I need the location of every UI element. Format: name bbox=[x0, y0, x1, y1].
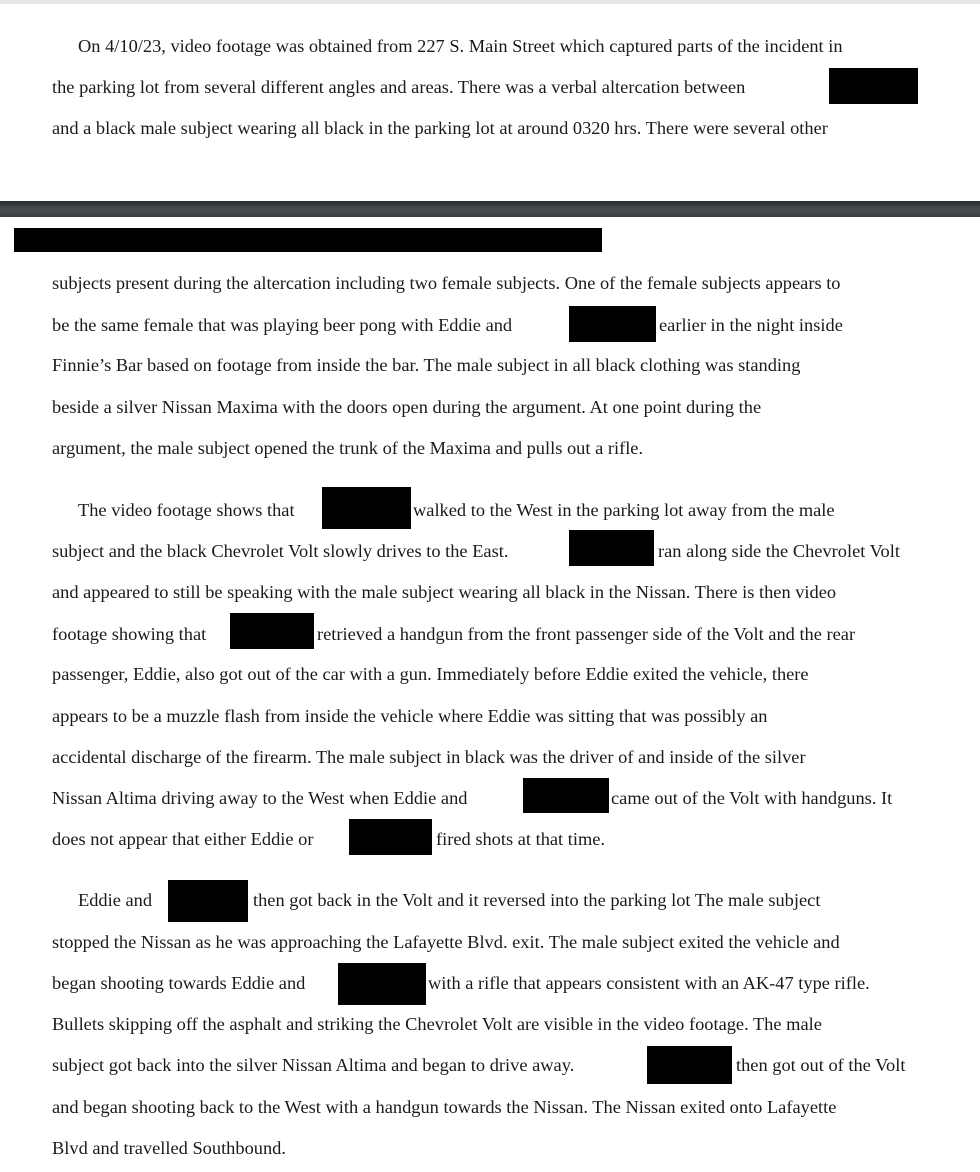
redaction-box bbox=[338, 963, 426, 1005]
text-line: appears to be a muzzle flash from inside the vehicle where Eddie was sitting that was possibly an bbox=[52, 706, 768, 726]
redaction-box bbox=[14, 228, 602, 252]
text-line: passenger, Eddie, also got out of the car with a gun. Immediately before Eddie exited the vehicle, there bbox=[52, 664, 809, 684]
text-line: began shooting towards Eddie and bbox=[52, 973, 306, 993]
text-line: then got out of the Volt bbox=[736, 1055, 906, 1075]
text-line: fired shots at that time. bbox=[436, 829, 606, 849]
text-line: walked to the West in the parking lot away from the male bbox=[413, 500, 835, 520]
text-line: the parking lot from several different angles and areas. There was a verbal altercation between bbox=[52, 77, 746, 97]
text-line: Nissan Altima driving away to the West when Eddie and bbox=[52, 788, 468, 808]
text-line: subject and the black Chevrolet Volt slowly drives to the East. bbox=[52, 541, 509, 561]
redaction-box bbox=[647, 1046, 732, 1084]
text-line: came out of the Volt with handguns. It bbox=[611, 788, 893, 808]
text-line: and began shooting back to the West with a handgun towards the Nissan. The Nissan exited onto Lafayette bbox=[52, 1097, 837, 1117]
text-line: and a black male subject wearing all black in the parking lot at around 0320 hrs. There were several other bbox=[52, 118, 828, 138]
text-line: Bullets skipping off the asphalt and striking the Chevrolet Volt are visible in the video footage. The male bbox=[52, 1014, 822, 1034]
text-line: Eddie and bbox=[78, 890, 153, 910]
text-line: does not appear that either Eddie or bbox=[52, 829, 314, 849]
text-line: earlier in the night inside bbox=[659, 315, 843, 335]
text-line: The video footage shows that bbox=[78, 500, 295, 520]
text-line: argument, the male subject opened the trunk of the Maxima and pulls out a rifle. bbox=[52, 438, 644, 458]
text-line: be the same female that was playing beer pong with Eddie and bbox=[52, 315, 513, 335]
page-separator bbox=[0, 201, 980, 217]
redaction-box bbox=[168, 880, 248, 922]
redaction-box bbox=[829, 68, 918, 104]
text-line: retrieved a handgun from the front passenger side of the Volt and the rear bbox=[317, 624, 856, 644]
text-line: ran along side the Chevrolet Volt bbox=[658, 541, 900, 561]
redaction-box bbox=[569, 306, 656, 342]
text-line: Blvd and travelled Southbound. bbox=[52, 1138, 286, 1158]
text-line: with a rifle that appears consistent with an AK-47 type rifle. bbox=[428, 973, 870, 993]
page-top-border bbox=[0, 0, 980, 4]
text-line: Finnie’s Bar based on footage from inside the bar. The male subject in all black clothing was standing bbox=[52, 355, 801, 375]
redaction-box bbox=[349, 819, 432, 855]
redaction-box bbox=[569, 530, 654, 566]
text-line: beside a silver Nissan Maxima with the doors open during the argument. At one point during the bbox=[52, 397, 762, 417]
redaction-box bbox=[322, 487, 411, 529]
text-line: subjects present during the altercation including two female subjects. One of the female subjects appears to bbox=[52, 273, 841, 293]
text-line: accidental discharge of the firearm. The male subject in black was the driver of and inside of the silver bbox=[52, 747, 806, 767]
text-line: and appeared to still be speaking with the male subject wearing all black in the Nissan. There is then video bbox=[52, 582, 837, 602]
redaction-box bbox=[230, 613, 314, 649]
text-line: footage showing that bbox=[52, 624, 207, 644]
text-line: stopped the Nissan as he was approaching the Lafayette Blvd. exit. The male subject exited the vehicle and bbox=[52, 932, 840, 952]
text-line: On 4/10/23, video footage was obtained from 227 S. Main Street which captured parts of the incident in bbox=[78, 36, 843, 56]
text-line: subject got back into the silver Nissan Altima and began to drive away. bbox=[52, 1055, 575, 1075]
redaction-box bbox=[523, 778, 609, 813]
text-line: then got back in the Volt and it reversed into the parking lot The male subject bbox=[253, 890, 821, 910]
